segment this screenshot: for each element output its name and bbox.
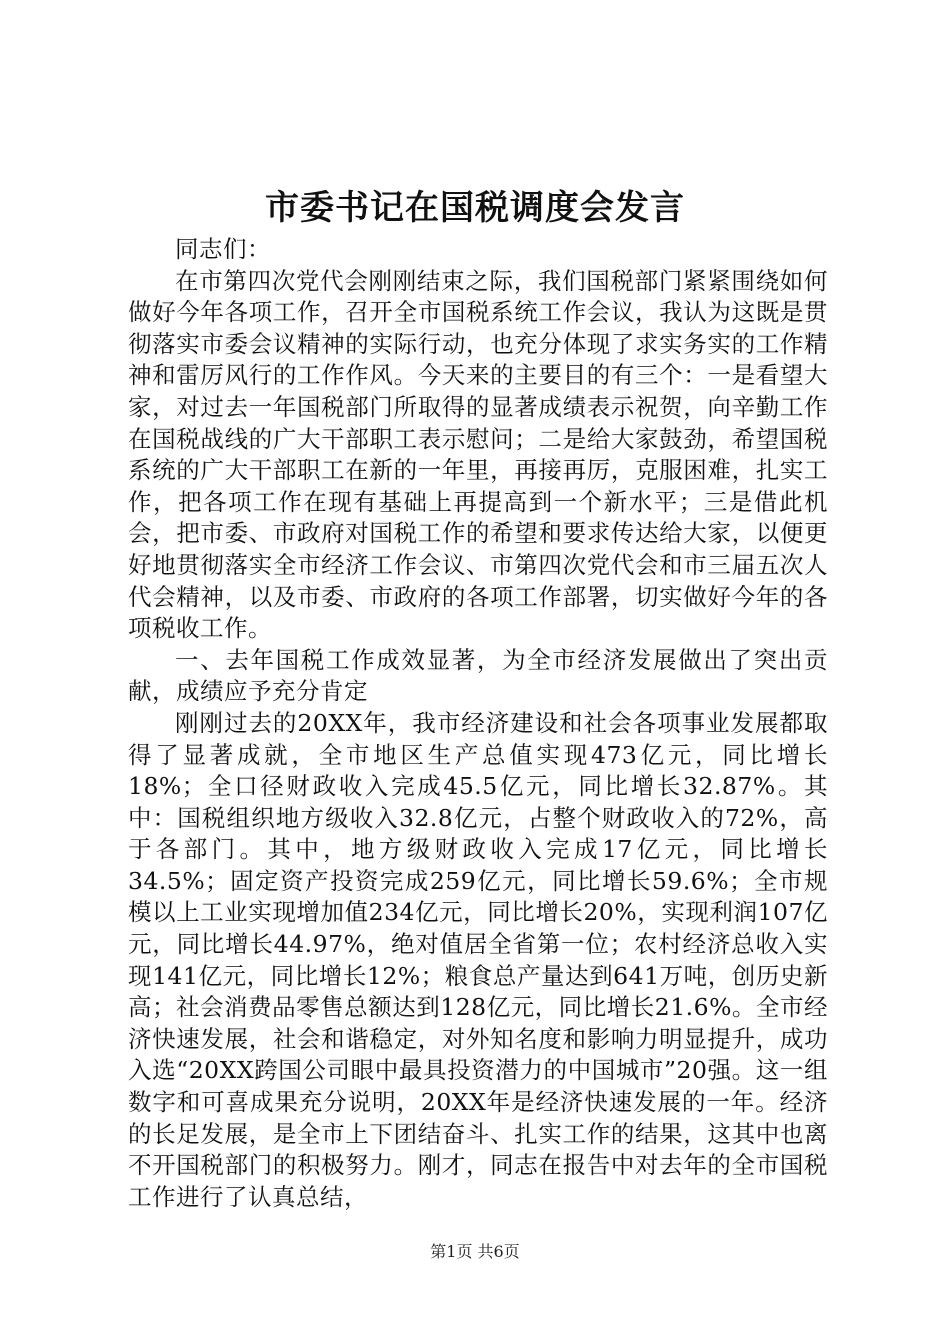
document-title: 市委书记在国税调度会发言 (265, 188, 685, 228)
page-number-footer: 第1页 共6页 (430, 1242, 520, 1261)
document-body (128, 234, 828, 1213)
section-heading-1: 一、去年国税工作成效显著，为全市经济发展做出了突出贡献，成绩应予充分肯定 (128, 645, 828, 706)
paragraph-economy: 刚刚过去的20XX年，我市经济建设和社会各项事业发展都取得了显著成就，全市地区生产总值实现473亿元，同比增长18%；全口径财政收入完成45.5亿元，同比增长32.87%。其中：国税组织地方级收入32.8亿元，占整个财政收入的72%，高于各部门。其中，地方级财政收入完成17亿元，同比增长34.5%；固定资产投资完成259亿元，同比增长59.6%；全市规模以上工业实现增加值234亿元，同比增长20%，实现利润107亿元，同比增长44.97%，绝对值居全省第一位；农村经济总收入实现141亿元，同比增长12%；粮食总产量达到641万吨，创历史新高；社会消费品零售总额达到128亿元，同比增长21.6%。全市经济快速发展，社会和谐稳定，对外知名度和影响力明显提升，成功入选“20XX跨国公司眼中最具投资潜力的中国城市”20强。这一组数字和可喜成果充分说明，20XX年是经济快速发展的一年。经济的长足发展，是全市上下团结奋斗、扎实工作的结果，这其中也离不开国税部门的积极努力。刚才，同志在报告中对去年的全市国税工作进行了认真总结， (128, 708, 828, 1211)
paragraph-intro: 在市第四次党代会刚刚结束之际，我们国税部门紧紧围绕如何做好今年各项工作，召开全市国税系统工作会议，我认为这既是贯彻落实市委会议精神的实际行动，也充分体现了求实务实的工作精神和雷厉风行的工作作风。今天来的主要目的有三个：一是看望大家，对过去一年国税部门所取得的显著成绩表示祝贺，向辛勤工作在国税战线的广大干部职工表示慰问；二是给大家鼓劲，希望国税系统的广大干部职工在新的一年里，再接再厉，克服困难，扎实工作，把各项工作在现有基础上再提高到一个新水平；三是借此机会，把市委、市政府对国税工作的希望和要求传达给大家，以便更好地贯彻落实全市经济工作会议、市第四次党代会和市三届五次人代会精神，以及市委、市政府的各项工作部署，切实做好今年的各项税收工作。 (128, 266, 828, 643)
salutation: 同志们： (175, 235, 271, 263)
